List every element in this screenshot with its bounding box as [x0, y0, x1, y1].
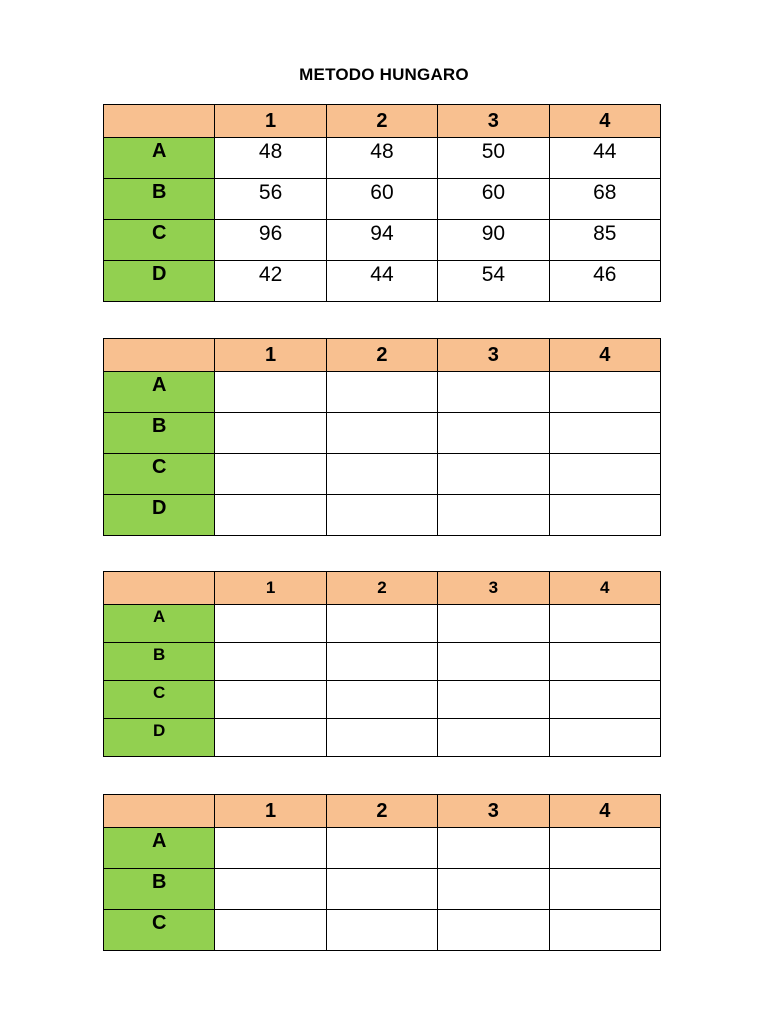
table-cell: [215, 828, 326, 869]
table-row: [104, 719, 661, 757]
column-header: 4: [549, 339, 660, 372]
column-header: 4: [549, 105, 660, 138]
table-cell: [438, 372, 549, 413]
row-label: D: [104, 719, 215, 757]
table-cell: [438, 869, 549, 910]
table-cell: 44: [549, 138, 660, 179]
column-header: 1: [215, 572, 326, 605]
table-cell: 96: [215, 220, 326, 261]
table-cell: [549, 719, 660, 757]
table-cell: 46: [549, 261, 660, 302]
row-label: C: [104, 220, 215, 261]
row-label: B: [104, 413, 215, 454]
row-label: C: [104, 681, 215, 719]
column-header: 3: [438, 572, 549, 605]
table-cell: [215, 681, 326, 719]
row-label: A: [104, 605, 215, 643]
table-cell: 44: [326, 261, 437, 302]
table-cell: [438, 828, 549, 869]
table-cell: [215, 372, 326, 413]
column-header: 3: [438, 339, 549, 372]
table-cell: [215, 454, 326, 495]
table-row: [104, 372, 661, 413]
table-cell: [438, 719, 549, 757]
table-cell: 56: [215, 179, 326, 220]
table-cell: 85: [549, 220, 660, 261]
table-cell: 94: [326, 220, 437, 261]
column-header: 4: [549, 572, 660, 605]
table-cell: [215, 869, 326, 910]
table-row: [104, 261, 661, 302]
header-row: [104, 572, 661, 605]
row-label: C: [104, 454, 215, 495]
table-cell: [326, 643, 437, 681]
table-cell: [549, 643, 660, 681]
table-row: [104, 220, 661, 261]
table-cell: [438, 495, 549, 536]
corner-cell: [104, 572, 215, 605]
table-cell: [438, 643, 549, 681]
table-cell: [549, 605, 660, 643]
table-cell: [549, 828, 660, 869]
table-cell: 68: [549, 179, 660, 220]
row-label: A: [104, 828, 215, 869]
table-cell: [215, 643, 326, 681]
table-cell: [438, 681, 549, 719]
table-cell: 60: [438, 179, 549, 220]
corner-cell: [104, 795, 215, 828]
column-header: 1: [215, 339, 326, 372]
table-row: [104, 605, 661, 643]
row-label: D: [104, 495, 215, 536]
table-row: [104, 495, 661, 536]
table-cell: [549, 372, 660, 413]
row-label: D: [104, 261, 215, 302]
column-header: 2: [326, 339, 437, 372]
table-cell: [549, 454, 660, 495]
table-cell: 48: [326, 138, 437, 179]
table-cell: [215, 910, 326, 951]
column-header: 4: [549, 795, 660, 828]
table-row: [104, 828, 661, 869]
table-row: [104, 910, 661, 951]
table-row: [104, 138, 661, 179]
table-cell: [326, 413, 437, 454]
table-row: [104, 413, 661, 454]
table-cell: 42: [215, 261, 326, 302]
row-label: B: [104, 869, 215, 910]
table-row: [104, 869, 661, 910]
table-cell: [549, 495, 660, 536]
column-header: 2: [326, 572, 437, 605]
table-cell: [438, 910, 549, 951]
corner-cell: [104, 339, 215, 372]
table-cell: 90: [438, 220, 549, 261]
row-label: A: [104, 138, 215, 179]
row-label: A: [104, 372, 215, 413]
table-cell: [549, 869, 660, 910]
table-cell: [326, 681, 437, 719]
table-cell: [326, 719, 437, 757]
table-row: [104, 681, 661, 719]
cost-matrix-table-1: [103, 104, 661, 302]
table-row: [104, 454, 661, 495]
table-cell: [549, 413, 660, 454]
table-cell: 60: [326, 179, 437, 220]
table-cell: [326, 605, 437, 643]
table-cell: [215, 719, 326, 757]
row-label: B: [104, 643, 215, 681]
corner-cell: [104, 105, 215, 138]
row-label: B: [104, 179, 215, 220]
cost-matrix-table-3: [103, 571, 661, 757]
table-cell: [438, 413, 549, 454]
table-cell: [438, 454, 549, 495]
table-cell: [438, 605, 549, 643]
header-row: [104, 339, 661, 372]
column-header: 2: [326, 105, 437, 138]
column-header: 3: [438, 795, 549, 828]
column-header: 1: [215, 795, 326, 828]
header-row: [104, 105, 661, 138]
table-cell: 54: [438, 261, 549, 302]
column-header: 1: [215, 105, 326, 138]
cost-matrix-table-2: [103, 338, 661, 536]
table-cell: [215, 413, 326, 454]
header-row: [104, 795, 661, 828]
table-cell: [215, 495, 326, 536]
table-cell: [326, 495, 437, 536]
table-row: [104, 643, 661, 681]
row-label: C: [104, 910, 215, 951]
column-header: 2: [326, 795, 437, 828]
table-cell: [326, 869, 437, 910]
cost-matrix-table-4: [103, 794, 661, 951]
table-cell: 48: [215, 138, 326, 179]
table-cell: [326, 828, 437, 869]
table-cell: [549, 910, 660, 951]
table-cell: [326, 910, 437, 951]
table-cell: [215, 605, 326, 643]
document-title: METODO HUNGARO: [299, 65, 469, 84]
table-cell: [326, 372, 437, 413]
column-header: 3: [438, 105, 549, 138]
table-row: [104, 179, 661, 220]
table-cell: [549, 681, 660, 719]
table-cell: 50: [438, 138, 549, 179]
table-cell: [326, 454, 437, 495]
